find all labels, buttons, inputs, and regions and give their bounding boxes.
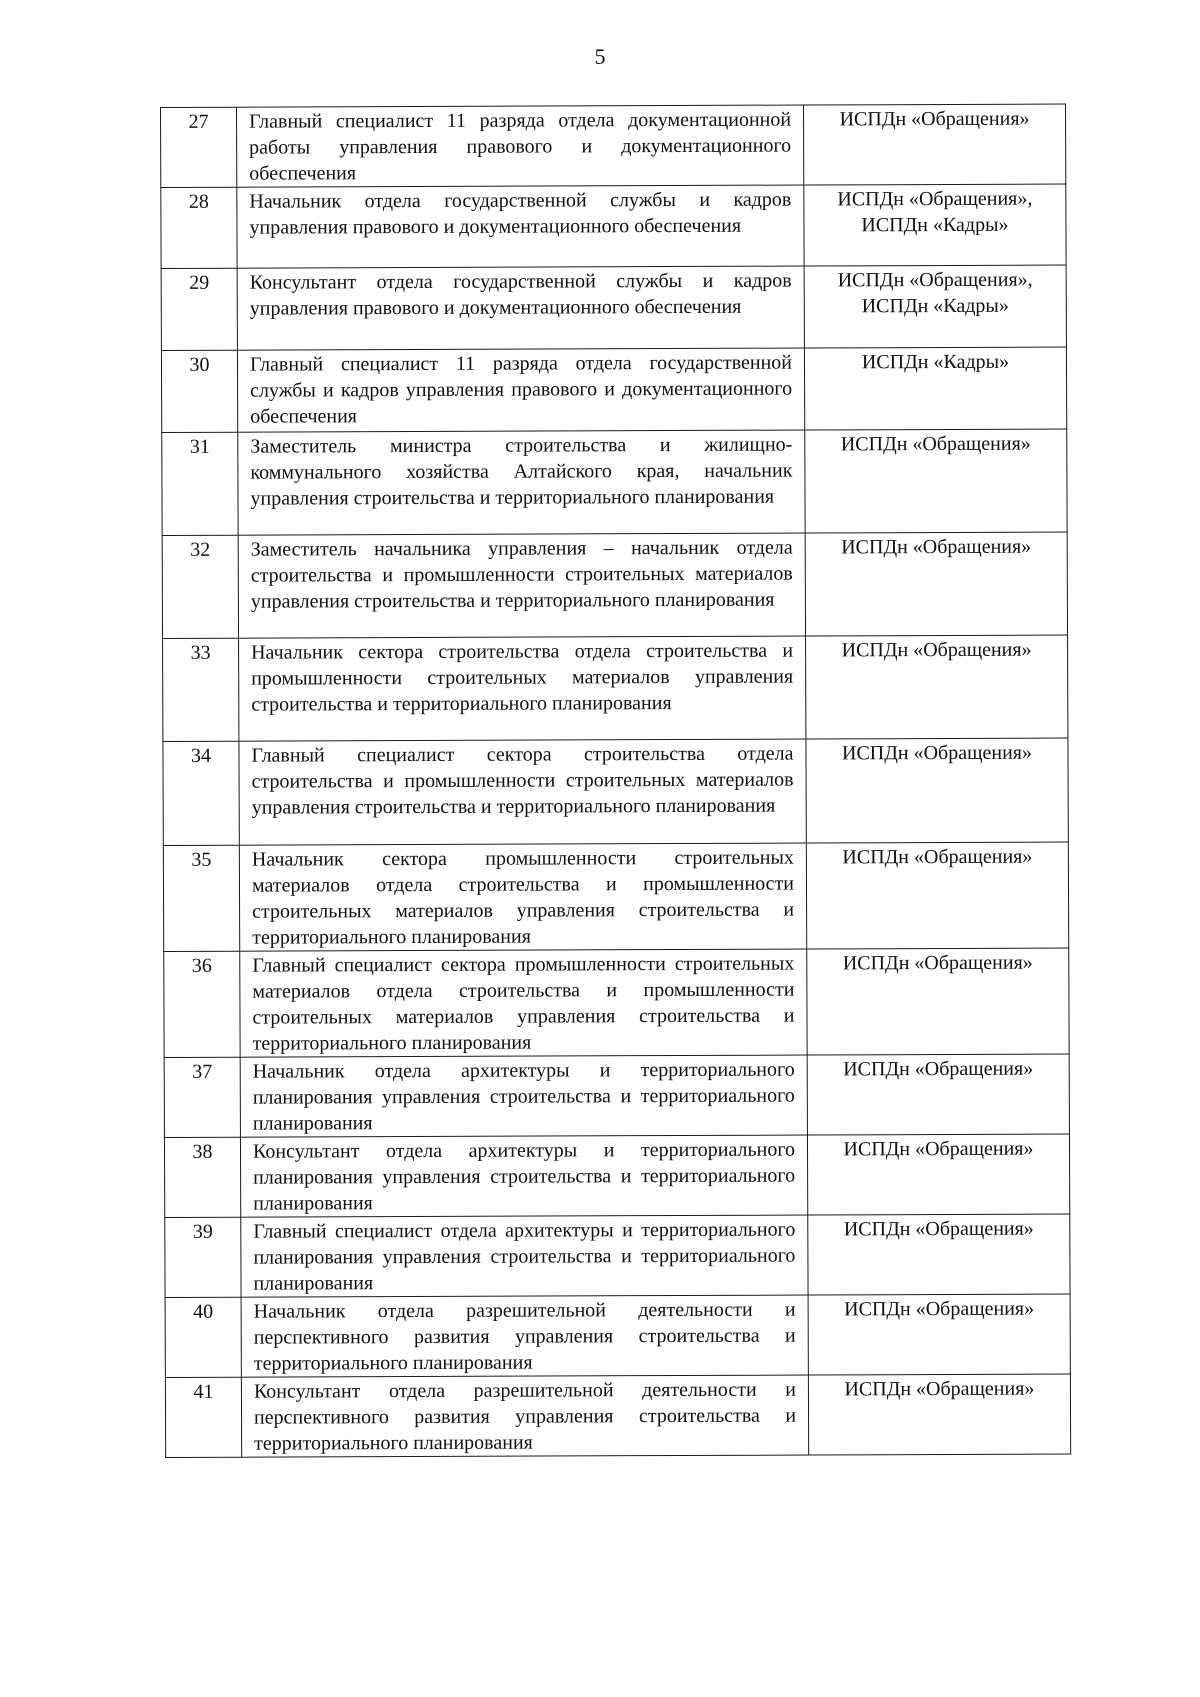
row-number: 40 — [165, 1297, 241, 1377]
information-systems — [804, 347, 1066, 430]
information-systems — [807, 1054, 1069, 1135]
table-row — [162, 532, 1067, 638]
information-systems — [803, 104, 1065, 185]
information-system-name: ИСПДн «Кадры» — [861, 350, 1010, 374]
table-row — [161, 347, 1066, 432]
row-number: 30 — [161, 350, 237, 432]
table-row — [165, 1214, 1070, 1297]
position-title: Главный специалист 11 разряда отдела документационной работы управления правового и документационного обеспечения — [237, 105, 804, 187]
table-row — [162, 429, 1067, 535]
row-number: 37 — [164, 1057, 240, 1137]
table-row — [161, 104, 1066, 187]
page-number: 5 — [594, 44, 606, 69]
position-title: Главный специалист отдела архитектуры и территориального планирования управления строительства и территориального планирования — [241, 1215, 808, 1297]
information-system-name: ИСПДн «Обращения» — [843, 1057, 1034, 1081]
table-row — [165, 1294, 1070, 1377]
positions-table-body — [161, 104, 1071, 1457]
information-systems — [804, 184, 1066, 266]
information-systems — [804, 265, 1066, 348]
position-title: Начальник отдела архитектуры и территориального планирования управления строительства и территориального планирования — [240, 1055, 807, 1137]
information-systems — [805, 532, 1067, 636]
information-systems — [806, 738, 1068, 843]
information-systems — [805, 429, 1067, 533]
row-number: 32 — [162, 535, 238, 638]
information-systems — [808, 1214, 1070, 1295]
table-row — [163, 738, 1068, 845]
row-number: 34 — [163, 741, 239, 845]
position-title: Главный специалист сектора промышленности строительных материалов отдела строительства и промышленности строительных материалов управления строительства и территориального планирования — [240, 949, 807, 1057]
table-row — [161, 184, 1066, 268]
information-system-name: ИСПДн «Обращения» — [842, 845, 1033, 869]
table-row — [164, 1134, 1069, 1217]
row-number: 41 — [165, 1377, 241, 1457]
position-title: Начальник сектора строительства отдела строительства и промышленности строительных материалов управления строительства и территориального планирования — [239, 636, 806, 741]
information-system-name: ИСПДн «Обращения», — [837, 187, 1033, 211]
information-system-name: ИСПДн «Обращения» — [844, 1377, 1035, 1401]
table-row — [164, 948, 1069, 1057]
row-number: 33 — [163, 638, 239, 741]
information-systems — [808, 1374, 1070, 1455]
information-system-name: ИСПДн «Кадры» — [861, 294, 1009, 318]
position-title: Заместитель начальника управления – начальник отдела строительства и промышленности строительных материалов управления строительства и территориального планирования — [238, 533, 805, 638]
table-row — [164, 1054, 1069, 1137]
information-system-name: ИСПДн «Обращения» — [841, 638, 1032, 662]
row-number: 36 — [164, 951, 240, 1057]
table-row — [165, 1374, 1070, 1457]
row-number: 31 — [162, 432, 238, 535]
information-system-name: ИСПДн «Обращения» — [843, 1217, 1034, 1241]
row-number: 35 — [163, 845, 239, 951]
information-system-name: ИСПДн «Обращения», — [837, 268, 1033, 292]
position-title: Консультант отдела разрешительной деятельности и перспективного развития управления строительства и территориального планирования — [241, 1375, 808, 1457]
position-title: Начальник отдела государственной службы и кадров управления правового и документационного обеспечения — [237, 185, 804, 268]
position-title: Главный специалист 11 разряда отдела государственной службы и кадров управления правового и документационного обеспечения — [237, 348, 804, 432]
information-systems — [806, 635, 1068, 739]
information-systems — [806, 842, 1068, 949]
information-systems — [807, 1134, 1069, 1215]
position-title: Заместитель министра строительства и жилищно-коммунального хозяйства Алтайского края, начальник управления строительства и территориального планирования — [238, 430, 805, 535]
information-system-name: ИСПДн «Обращения» — [843, 1137, 1034, 1161]
information-system-name: ИСПДн «Обращения» — [844, 1297, 1035, 1321]
position-title: Начальник отдела разрешительной деятельности и перспективного развития управления строительства и территориального планирования — [241, 1295, 808, 1377]
row-number: 27 — [161, 107, 237, 187]
position-title: Консультант отдела архитектуры и территориального планирования управления строительства и территориального планирования — [240, 1135, 807, 1217]
information-system-name: ИСПДн «Кадры» — [861, 213, 1009, 237]
row-number: 28 — [161, 187, 237, 268]
information-system-name: ИСПДн «Обращения» — [842, 951, 1033, 975]
information-systems — [808, 1294, 1070, 1375]
table-row — [161, 265, 1066, 350]
position-title: Главный специалист сектора строительства отдела строительства и промышленности строительных материалов управления строительства и территориального планирования — [239, 739, 806, 845]
position-title: Консультант отдела государственной службы и кадров управления правового и документационного обеспечения — [237, 266, 804, 350]
positions-table — [160, 104, 1071, 1458]
row-number: 39 — [165, 1217, 241, 1297]
table-row — [163, 842, 1068, 951]
information-systems — [807, 948, 1069, 1055]
information-system-name: ИСПДн «Обращения» — [841, 741, 1032, 765]
information-system-name: ИСПДн «Обращения» — [839, 107, 1030, 131]
information-system-name: ИСПДн «Обращения» — [841, 535, 1032, 559]
row-number: 38 — [164, 1137, 240, 1217]
table-row — [163, 635, 1068, 741]
information-system-name: ИСПДн «Обращения» — [840, 432, 1031, 456]
row-number: 29 — [161, 268, 237, 350]
position-title: Начальник сектора промышленности строительных материалов отдела строительства и промышленности строительных материалов управления строительства и территориального планирования — [239, 843, 806, 951]
